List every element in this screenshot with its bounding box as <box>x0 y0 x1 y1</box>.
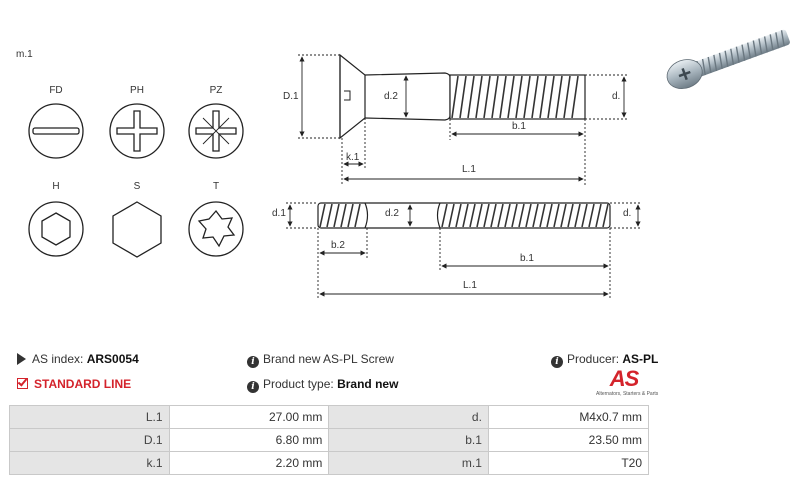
table-row <box>10 429 649 452</box>
label-d-bottom: d. <box>623 208 632 219</box>
pozidriv-icon <box>189 104 243 158</box>
drive-label-fd: FD <box>49 85 63 96</box>
spec-value: 2.20 mm <box>169 452 329 475</box>
hex-socket-icon <box>29 202 83 256</box>
spec-value: M4x0.7 mm <box>488 406 648 429</box>
as-index <box>17 352 139 366</box>
product-photo <box>652 18 800 100</box>
drive-section-label: m.1 <box>16 49 33 60</box>
description-text: Brand new AS-PL Screw <box>263 352 394 366</box>
spec-table <box>9 405 649 475</box>
info-icon: i <box>247 381 259 393</box>
drive-label-t: T <box>212 181 220 192</box>
logo-tagline: Alternators, Starters & Parts <box>596 391 659 397</box>
label-k1: k.1 <box>346 152 360 163</box>
product-type <box>247 377 398 393</box>
info-icon: i <box>551 356 563 368</box>
spec-key: d. <box>329 406 489 429</box>
drive-label-ph: PH <box>130 85 144 96</box>
label-b2: b.2 <box>331 240 345 251</box>
label-b1-top: b.1 <box>512 121 526 132</box>
spec-key: D.1 <box>10 429 170 452</box>
producer-logo <box>596 366 659 397</box>
label-d1: d.1 <box>272 208 286 219</box>
flat-slot-icon <box>29 104 83 158</box>
label-d2-bottom: d.2 <box>385 208 399 219</box>
as-index-label: AS index: <box>32 352 84 366</box>
label-d-top: d. <box>612 91 621 102</box>
spec-value: 6.80 mm <box>169 429 329 452</box>
standard-line-badge <box>17 377 131 391</box>
producer-label: Producer: <box>567 352 620 366</box>
spec-key: k.1 <box>10 452 170 475</box>
producer-value: AS-PL <box>622 352 659 366</box>
label-d2-top: d.2 <box>384 91 398 102</box>
spec-value: 27.00 mm <box>169 406 329 429</box>
drive-label-s: S <box>133 181 141 192</box>
screw-drawings <box>280 40 650 310</box>
external-hex-icon <box>113 202 161 257</box>
info-icon: i <box>247 356 259 368</box>
table-row <box>10 452 649 475</box>
drive-icons <box>0 0 270 270</box>
product-type-label: Product type: <box>263 377 334 391</box>
producer <box>551 352 658 368</box>
drive-label-h: H <box>52 181 60 192</box>
spec-key: b.1 <box>329 429 489 452</box>
as-index-value: ARS0054 <box>86 352 139 366</box>
standard-line-text: STANDARD LINE <box>34 377 132 391</box>
label-b1-bottom: b.1 <box>520 253 534 264</box>
phillips-icon <box>110 104 164 158</box>
checkbox-icon <box>17 378 28 389</box>
spec-key: L.1 <box>10 406 170 429</box>
table-row <box>10 406 649 429</box>
description <box>247 352 394 368</box>
label-L1-top: L.1 <box>462 164 476 175</box>
label-D1: D.1 <box>283 91 299 102</box>
spec-key: m.1 <box>329 452 489 475</box>
spec-value: T20 <box>488 452 648 475</box>
spec-value: 23.50 mm <box>488 429 648 452</box>
drive-label-pz: PZ <box>209 85 223 96</box>
logo-mark: AS <box>609 366 639 391</box>
label-L1-bottom: L.1 <box>463 280 477 291</box>
tag-icon <box>17 353 26 365</box>
torx-icon <box>189 202 243 256</box>
product-type-value: Brand new <box>337 377 399 391</box>
